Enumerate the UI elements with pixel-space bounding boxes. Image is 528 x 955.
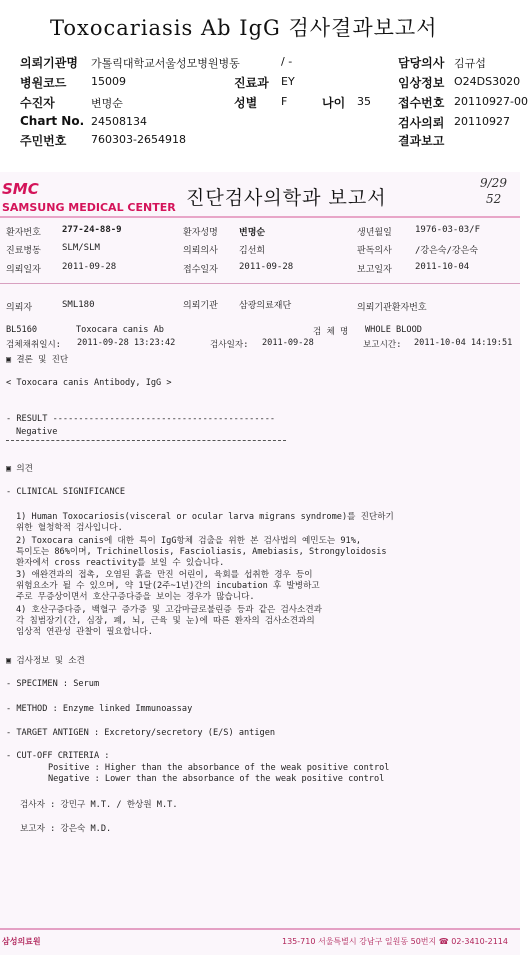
label-doctor: 담당의사 <box>398 56 445 70</box>
clinical-line: 2) Toxocara canis에 대한 특이 IgG항체 검출을 위한 본 검사법의 예민도는 91%, <box>16 536 362 546</box>
center-name: SAMSUNG MEDICAL CENTER <box>2 201 176 214</box>
specimen-line: - SPECIMEN : Serum <box>6 679 100 689</box>
clinical-line: 주로 무증상이면서 호산구증다증을 보이는 경우가 많습니다. <box>16 592 255 602</box>
header-divider <box>0 216 520 218</box>
institution-value: 삼광의료재단 <box>239 301 292 311</box>
label-patient: 수진자 <box>20 96 55 110</box>
referral-header <box>0 0 528 172</box>
cutoff-positive: Positive : Higher than the absorbance of the weak positive control <box>48 763 390 773</box>
result-label: - RESULT ------------------------------------------- <box>6 414 276 424</box>
grid-value-patient-name: 변명순 <box>239 228 266 238</box>
requester-value: SML180 <box>62 300 95 310</box>
lab-report-sheet <box>0 172 520 955</box>
grid-value-receipt-date: 2011-09-28 <box>239 262 294 272</box>
result-underline <box>6 440 286 441</box>
report-time-label: 보고시간: <box>363 340 402 350</box>
clinical-line: 특이도는 86%이며, Trichinellosis, Fascioliasis, Amebiasis, Strongyloidosis <box>16 547 387 557</box>
report-title: Toxocariasis Ab IgG 검사결과보고서 <box>50 16 438 40</box>
cutoff-label: - CUT-OFF CRITERIA : <box>6 751 110 761</box>
handwritten-date: 9/29 <box>480 176 507 190</box>
test-code: BL5160 <box>6 325 38 335</box>
grid-label-request-date: 의뢰일자 <box>6 265 41 275</box>
grid-label-patient-name: 환자성명 <box>183 228 218 238</box>
handwritten-note: 52 <box>486 192 502 206</box>
specimen-label: 검 체 명 <box>313 327 349 337</box>
specimen-value: WHOLE BLOOD <box>365 325 422 335</box>
antigen-line: - TARGET ANTIGEN : Excretory/secretory (E/S) antigen <box>6 728 276 738</box>
grid-label-patient-no: 환자번호 <box>6 228 41 238</box>
section-opinion-heading: ▣ 의견 <box>6 464 33 474</box>
grid-value-request-date: 2011-09-28 <box>62 262 117 272</box>
clinical-line: 각 침범장기(간, 심장, 폐, 뇌, 근육 및 눈)에 따른 환자의 검사소견과의 <box>16 616 315 626</box>
grid-label-receipt-date: 접수일자 <box>183 265 218 275</box>
value-chart-no: 24508134 <box>91 115 147 128</box>
clinical-line: 환자에서 cross reactivity를 보일 수 있습니다. <box>16 558 225 568</box>
label-test-request: 검사의뢰 <box>398 116 445 130</box>
value-doctor: 김규섭 <box>454 57 486 70</box>
clinical-line: 4) 호산구증다증, 백혈구 증가증 및 고감마글로불린증 등과 같은 검사소견과 <box>16 605 322 615</box>
grid-label-birth: 생년월일 <box>357 228 392 238</box>
grid-value-reader: /강은숙/강은숙 <box>415 246 479 256</box>
label-chart-no: Chart No. <box>20 114 85 128</box>
footer-address: 135-710 서울특별시 강남구 일원동 50번지 ☎ 02-3410-2114 <box>282 937 508 946</box>
label-institution: 의뢰기관명 <box>20 56 78 70</box>
clinical-line: 1) Human Toxocariosis(visceral or ocular larva migrans syndrome)를 진단하기 <box>16 512 394 522</box>
value-institution: 가톨릭대학교서울성모병원병동 <box>91 57 240 70</box>
grid-value-ref-doctor: 김선희 <box>239 246 266 256</box>
clinical-line: 3) 애완견과의 접촉, 오염된 흙을 만진 어린이, 육회를 섭취한 경우 등이 <box>16 570 313 580</box>
method-line: - METHOD : Enzyme linked Immunoassay <box>6 704 193 714</box>
clinical-line: 임상적 연관성 관찰이 필요합니다. <box>16 627 153 637</box>
footer-divider <box>0 928 520 930</box>
value-ward: / - <box>281 55 293 68</box>
report-time-value: 2011-10-04 14:19:51 <box>414 338 513 348</box>
label-clinical-info: 임상정보 <box>398 76 445 90</box>
grid-value-report-date: 2011-10-04 <box>415 262 470 272</box>
grid-value-ward: SLM/SLM <box>62 243 100 253</box>
value-resident-no: 760303-2654918 <box>91 133 186 146</box>
grid-label-report-date: 보고일자 <box>357 265 392 275</box>
label-department: 진료과 <box>234 76 269 90</box>
test-heading: < Toxocara canis Antibody, IgG > <box>6 378 172 388</box>
grid-value-birth: 1976-03-03/F <box>415 225 481 235</box>
clinical-line: 위험요소가 될 수 있으며, 약 1달(2주~1년)간의 incubation 후 발병하고 <box>16 581 320 591</box>
tester-line: 검사자 : 강민구 M.T. / 한상원 M.T. <box>20 800 178 810</box>
section-result-heading: ▣ 결론 및 진단 <box>6 355 69 365</box>
label-hospital-code: 병원코드 <box>20 76 67 90</box>
test-date-label: 검사일자: <box>210 340 249 350</box>
grid-label-ward: 진료병동 <box>6 246 41 256</box>
smc-logo: SMC <box>2 180 39 198</box>
value-age: 35 <box>357 95 371 108</box>
cutoff-negative: Negative : Lower than the absorbance of the weak positive control <box>48 774 385 784</box>
grid-value-patient-no: 277-24-88-9 <box>62 225 122 235</box>
clinical-line: 위한 혈청학적 검사입니다. <box>16 523 123 533</box>
label-accession-no: 접수번호 <box>398 96 445 110</box>
value-sex: F <box>281 95 288 108</box>
value-clinical-info: O24DS3020 <box>454 75 521 88</box>
section-info-heading: ▣ 검사정보 및 소견 <box>6 656 85 666</box>
grid-label-ref-doctor: 의뢰의사 <box>183 246 218 256</box>
collect-value: 2011-09-28 13:23:42 <box>77 338 176 348</box>
clinical-significance-label: - CLINICAL SIGNIFICANCE <box>6 487 125 497</box>
grid-divider <box>0 283 520 284</box>
footer-hospital: 삼성의료원 <box>2 937 41 946</box>
institution-patient-no-label: 의뢰기관환자번호 <box>357 303 427 313</box>
label-sex: 성별 <box>234 96 258 110</box>
institution-label: 의뢰기관 <box>183 301 218 311</box>
requester-label: 의뢰자 <box>6 303 33 313</box>
collect-label: 검체채취일시: <box>6 340 61 350</box>
value-patient: 변명순 <box>91 97 123 110</box>
label-age: 나이 <box>322 96 346 110</box>
test-name: Toxocara canis Ab <box>76 325 164 335</box>
reporter-line: 보고자 : 강은숙 M.D. <box>20 824 112 834</box>
report-heading: 진단검사의학과 보고서 <box>186 187 387 209</box>
value-test-request: 20110927 <box>454 115 510 128</box>
grid-label-reader: 판독의사 <box>357 246 392 256</box>
value-department: EY <box>281 75 295 88</box>
result-value: Negative <box>16 427 58 437</box>
value-hospital-code: 15009 <box>91 75 126 88</box>
label-result-report: 결과보고 <box>398 134 445 148</box>
value-accession-no: 20110927-00 <box>454 95 528 108</box>
test-date-value: 2011-09-28 <box>262 338 314 348</box>
label-resident-no: 주민번호 <box>20 134 67 148</box>
